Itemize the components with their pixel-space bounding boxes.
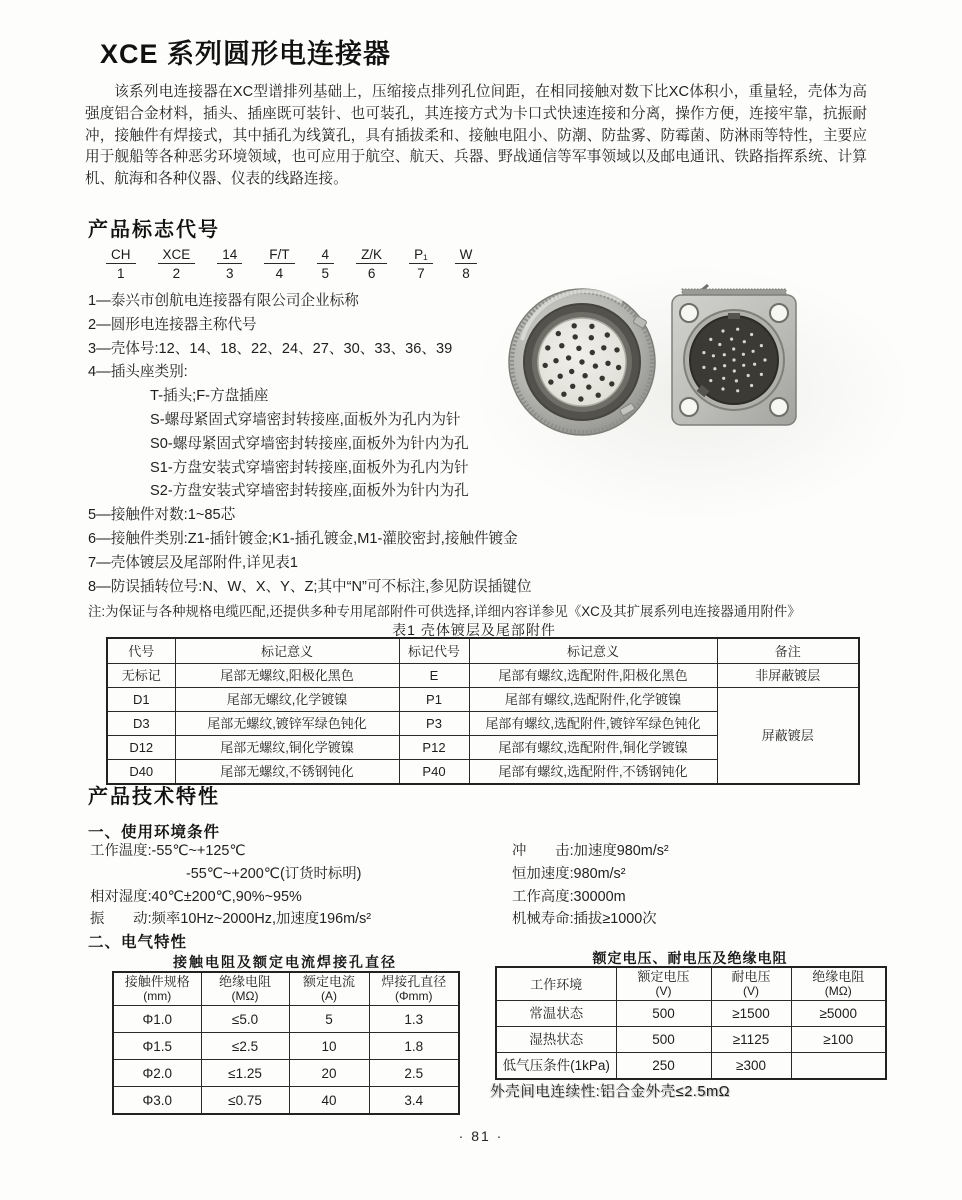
tech-section-heading: 产品技术特性 (88, 786, 220, 808)
altitude-line: 工作高度:30000m (512, 888, 626, 905)
marking-item: 4—插头座类别: (88, 364, 188, 381)
table-header-row: 代号 标记意义 标记代号 标记意义 备注 (107, 638, 859, 664)
env-subheading: 一、使用环境条件 (88, 824, 221, 841)
table-row: D1 尾部无螺纹,化学镀镍 P1 尾部有螺纹,选配附件,化学镀镍 屏蔽镀层 (107, 688, 859, 712)
marking-item: 8—防误插转位号:N、W、X、Y、Z;其中“N”可不标注,参见防误插键位 (88, 578, 532, 595)
table-header-row: 接触件规格 (mm) 绝缘电阻 (MΩ) 额定电流 (A) 焊接孔直径 (Φmm) (113, 972, 459, 1006)
table-row: 常温状态 500 ≥1500 ≥5000 (496, 1001, 886, 1027)
life-line: 机械寿命:插拔≥1000次 (512, 911, 657, 928)
marking-item: 7—壳体镀层及尾部附件,详见表1 (88, 554, 299, 571)
table-header-row: 工作环境 额定电压 (V) 耐电压 (V) 绝缘电阻 (MΩ) (496, 967, 886, 1001)
code-part-2: $\frac{\text{XCE}}{2}$ (158, 247, 196, 281)
code-part-4: $\frac{F/T}{4}$ (264, 247, 294, 281)
code-part-5: $\frac{4}{5}$ (317, 247, 335, 281)
marking-sub-item: S-螺母紧固式穿墙密封转接座,面板外为孔内为针 (150, 411, 461, 428)
operating-temp-line2: -55℃~+200℃(订货时标明) (186, 865, 362, 882)
code-part-1: $\frac{CH}{1}$ (106, 247, 136, 281)
table-row: D40 尾部无螺纹,不锈钢钝化 P40 尾部有螺纹,选配附件,不锈钢钝化 (107, 760, 859, 785)
code-part-7: $\frac{\text{P₁}}{7}$ (409, 247, 433, 281)
table-row: Φ1.0 ≤5.0 5 1.3 (113, 1006, 459, 1033)
table-row: D3 尾部无螺纹,镀锌军绿色钝化 P3 尾部有螺纹,选配附件,镀锌军绿色钝化 (107, 712, 859, 736)
marking-list (88, 290, 808, 599)
table-row: 无标记 尾部无螺纹,阳极化黑色 E 尾部有螺纹,选配附件,阳极化黑色 非屏蔽镀层 (107, 664, 859, 688)
intro-paragraph: 该系列电连接器在XC型谱排列基础上，压缩接点排列孔位间距，在相同接触对数下比XC体积小，重量轻，壳体为高强度铝合金材料，插头、插座既可装针、也可装孔，其连接方式为卡口式快速连接和分离，操作方便，连接牢靠，抗振耐冲，接触件有焊接式，其中插孔为线簧孔，具有插拔柔和、接触电阻小、防潮、防盐雾、防霉菌、防淋雨等特性，主要应用于舰船等各种恶劣环境领域，也可应用于航空、航天、兵器、野战通信等军事领域以及邮电通讯、铁路指挥系统、计算机、航海和各种仪器、仪表的线路连接。 (85, 84, 867, 188)
marking-item: 6—接触件类别:Z1-插针镀金;K1-插孔镀金,M1-灌胶密封,接触件镀金 (88, 530, 518, 547)
humidity-line: 相对湿度:40℃±200℃,90%~95% (90, 888, 302, 905)
merged-remark-cell: 屏蔽镀层 (717, 688, 859, 785)
vibration-line: 振 动:频率10Hz~2000Hz,加速度196m/s² (90, 911, 372, 928)
solder-table-caption: 接触电阻及额定电流焊接孔直径 (173, 954, 397, 970)
code-part-8: $\frac{W}{8}$ (455, 247, 478, 281)
electrical-subheading: 二、电气特性 (88, 934, 188, 951)
table-row: Φ3.0 ≤0.75 40 3.4 (113, 1087, 459, 1115)
table1-caption: 表1 壳体镀层及尾部附件 (392, 622, 556, 638)
code-part-6: $\frac{Z/K}{6}$ (356, 247, 387, 281)
marking-sub-item: S1-方盘安装式穿墙密封转接座,面板外为孔内为针 (150, 459, 469, 476)
accel-line: 恒加速度:980m/s² (512, 865, 626, 882)
marking-item: 3—壳体号:12、14、18、22、24、27、30、33、36、39 (88, 340, 453, 357)
marking-sub-item: T-插头;F-方盘插座 (150, 388, 269, 405)
operating-temp-line: 工作温度:-55℃~+125℃ (90, 843, 246, 859)
marking-section-heading: 产品标志代号 (88, 219, 220, 241)
solder-table (112, 971, 460, 1115)
product-code-line (106, 247, 477, 281)
code-part-3: $\frac{14}{3}$ (217, 247, 242, 281)
marking-sub-item: S2-方盘安装式穿墙密封转接座,面板外为针内为孔 (150, 483, 469, 500)
voltage-table (495, 966, 887, 1080)
footnote: 注:为保证与各种规格电缆匹配,还提供多种专用尾部附件可供选择,详细内容详参见《XC及其扩展系列电连接器通用附件》 (88, 604, 801, 619)
voltage-table-caption: 额定电压、耐电压及绝缘电阻 (592, 950, 788, 966)
page-title: XCE 系列圆形电连接器 (100, 39, 392, 69)
shell-continuity-note: 外壳间电连续性:铝合金外壳≤2.5mΩ (490, 1084, 731, 1100)
env-conditions-right (512, 840, 892, 931)
marking-item: 2—圆形电连接器主称代号 (88, 316, 257, 333)
marking-sub-item: S0-螺母紧固式穿墙密封转接座,面板外为针内为孔 (150, 435, 469, 452)
marking-item: 1—泰兴市创航电连接器有限公司企业标称 (88, 293, 359, 309)
table-row: Φ1.5 ≤2.5 10 1.8 (113, 1033, 459, 1060)
shock-line: 冲 击:加速度980m/s² (512, 843, 669, 859)
table-row: Φ2.0 ≤1.25 20 2.5 (113, 1060, 459, 1087)
table-row: 湿热状态 500 ≥1125 ≥100 (496, 1027, 886, 1053)
table-row: 低气压条件(1kPa) 250 ≥300 (496, 1053, 886, 1080)
table-row: D12 尾部无螺纹,铜化学镀镍 P12 尾部有螺纹,选配附件,铜化学镀镍 (107, 736, 859, 760)
marking-item: 5—接触件对数:1~85芯 (88, 507, 236, 524)
env-conditions-left (90, 840, 490, 931)
plating-table (106, 637, 860, 785)
page-number: · 81 · (458, 1128, 504, 1144)
